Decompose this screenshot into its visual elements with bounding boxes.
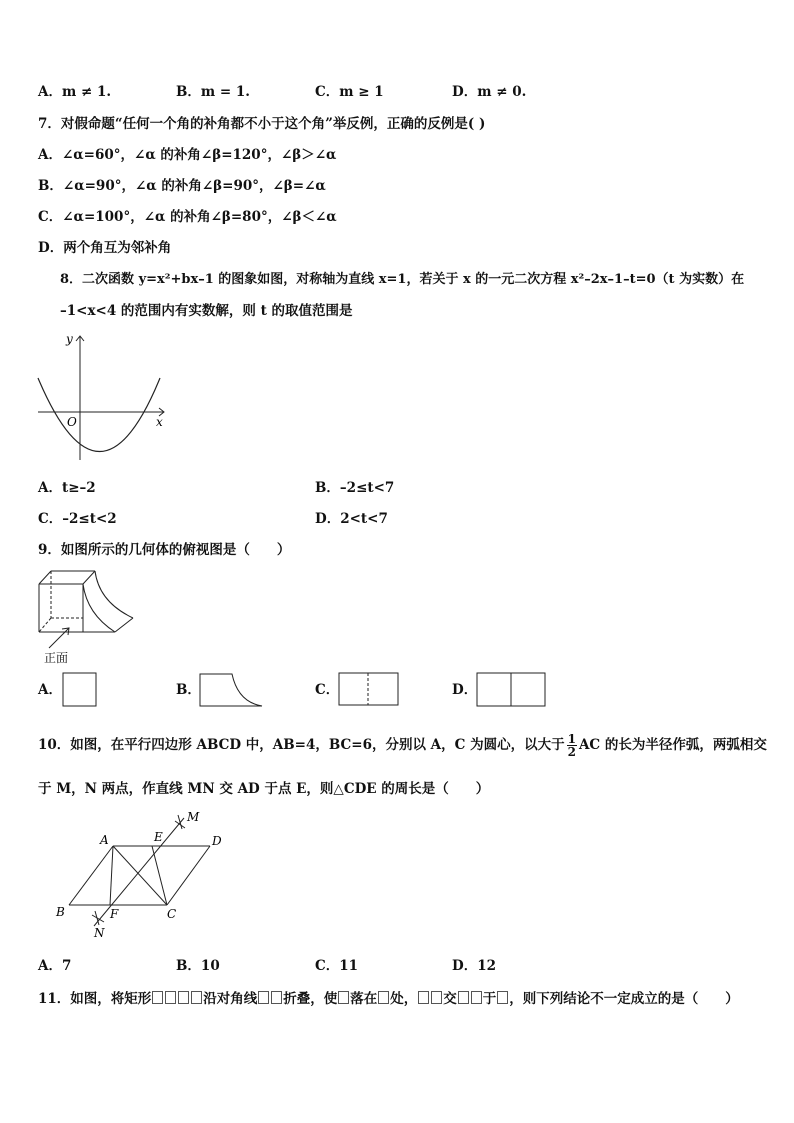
missing-glyph-box <box>458 991 469 1004</box>
q10-stem-line1: 10．如图，在平行四边形 ABCD 中，AB=4，BC=6，分别以 A，C 为圆心，以大于 $\frac{1}{2}$ AC 的长为半径作弧，两弧相交 <box>38 732 767 759</box>
x-label: x <box>156 415 163 429</box>
q6-option-d: D．m ≠ 0. <box>452 84 527 100</box>
q10-parallelogram-figure <box>50 808 235 943</box>
q10-stem-line2: 于 M，N 两点，作直线 MN 交 AD 于点 E，则△CDE 的周长是（ ） <box>38 781 490 797</box>
q9-stem: 9．如图所示的几何体的俯视图是（ ） <box>38 542 291 558</box>
missing-glyph-box <box>258 991 269 1004</box>
missing-glyph-box <box>338 991 349 1004</box>
fraction-one-half: $\frac{1}{2}$ <box>567 732 576 759</box>
label-c: C <box>167 907 177 921</box>
label-a: A <box>100 833 109 847</box>
origin-label: O <box>67 415 77 429</box>
missing-glyph-box <box>418 991 429 1004</box>
q9-solid-figure <box>35 566 140 641</box>
missing-glyph-box <box>271 991 282 1004</box>
y-label: y <box>66 332 73 346</box>
label-b: B <box>56 905 65 919</box>
missing-glyph-box <box>152 991 163 1004</box>
q8-parabola-graph <box>30 328 175 468</box>
parabola-curve <box>38 378 160 452</box>
q9-front-label: 正面 <box>44 651 69 665</box>
q8-stem-line1: 8．二次函数 y=x²+bx–1 的图象如图，对称轴为直线 x=1，若关于 x 的一元二次方程 x²–2x–1–t=0（t 为实数）在 <box>60 272 745 287</box>
q8-option-a: A．t≥–2 <box>38 480 96 496</box>
q7-option-c: C．∠α=100°，∠α 的补角∠β=80°，∠β＜∠α <box>38 209 337 225</box>
q10-option-c: C．11 <box>315 958 359 974</box>
q9-option-c-figure <box>338 672 400 708</box>
q9-option-d-figure <box>476 672 548 708</box>
missing-glyph-box <box>178 991 189 1004</box>
q6-option-a: A．m ≠ 1. <box>38 84 112 100</box>
q8-stem-line2: –1<x<4 的范围内有实数解，则 t 的取值范围是 <box>60 303 353 319</box>
q9-option-a-label: A． <box>38 682 62 698</box>
q6-option-b: B．m = 1. <box>176 84 251 100</box>
missing-glyph-box <box>378 991 389 1004</box>
q9-option-b-figure <box>198 672 264 708</box>
q10-option-d: D．12 <box>452 958 497 974</box>
q7-option-d: D．两个角互为邻补角 <box>38 240 172 256</box>
q8-option-c: C．–2≤t<2 <box>38 511 117 527</box>
missing-glyph-box <box>471 991 482 1004</box>
missing-glyph-box <box>497 991 508 1004</box>
q10-option-b: B．10 <box>176 958 220 974</box>
q6-option-c: C．m ≥ 1 <box>315 84 384 100</box>
label-e: E <box>154 830 163 844</box>
q10-option-a: A．7 <box>38 958 72 974</box>
q11-stem: 11．如图，将矩形 沿对角线 折叠，使 落在 处， 交 于 ，则下列结论不一定成立的是（ ） <box>38 991 739 1007</box>
label-n: N <box>94 926 105 940</box>
missing-glyph-box <box>165 991 176 1004</box>
q9-option-b-label: B． <box>176 682 201 698</box>
q9-option-a-figure <box>62 672 98 708</box>
q9-option-d-label: D． <box>452 682 478 698</box>
missing-glyph-box <box>431 991 442 1004</box>
label-f: F <box>110 907 119 921</box>
label-d: D <box>212 834 222 848</box>
q7-option-a: A．∠α=60°，∠α 的补角∠β=120°，∠β＞∠α <box>38 147 337 163</box>
label-m: M <box>187 810 200 824</box>
q8-option-b: B．–2≤t<7 <box>315 480 395 496</box>
q7-stem: 7．对假命题“任何一个角的补角都不小于这个角”举反例，正确的反例是( ) <box>38 116 486 132</box>
q8-option-d: D．2<t<7 <box>315 511 388 527</box>
q7-option-b: B．∠α=90°，∠α 的补角∠β=90°，∠β=∠α <box>38 178 326 194</box>
missing-glyph-box <box>191 991 202 1004</box>
q9-option-c-label: C． <box>315 682 340 698</box>
